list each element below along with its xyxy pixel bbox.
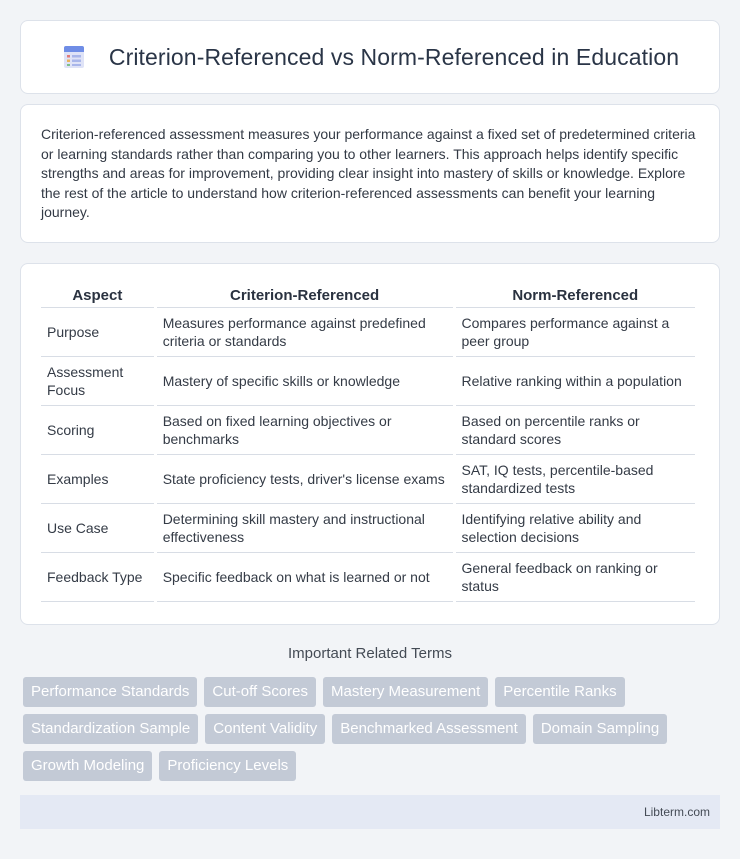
table-row bbox=[41, 308, 695, 357]
cell-norm: Relative ranking within a population bbox=[456, 357, 696, 406]
table-row bbox=[41, 504, 695, 553]
tag-content-validity[interactable]: Content Validity bbox=[205, 714, 325, 744]
table-row bbox=[41, 553, 695, 602]
footer-site-link[interactable]: Libterm.com bbox=[643, 805, 710, 819]
page-title: Criterion-Referenced vs Norm-Referenced in Education bbox=[108, 43, 680, 70]
cell-criterion: State proficiency tests, driver's license exams bbox=[157, 455, 453, 504]
cell-norm: Based on percentile ranks or standard scores bbox=[456, 406, 696, 455]
cell-aspect: Purpose bbox=[41, 308, 154, 357]
column-header-aspect: Aspect bbox=[41, 286, 154, 308]
tag-domain-sampling[interactable]: Domain Sampling bbox=[533, 714, 667, 744]
column-header-norm: Norm-Referenced bbox=[456, 286, 696, 308]
comparison-table bbox=[38, 286, 698, 602]
tag-growth-modeling[interactable]: Growth Modeling bbox=[23, 751, 152, 781]
tag-cut-off-scores[interactable]: Cut-off Scores bbox=[204, 677, 316, 707]
cell-criterion: Based on fixed learning objectives or benchmarks bbox=[157, 406, 453, 455]
header-card bbox=[20, 20, 720, 94]
document-icon bbox=[61, 44, 87, 70]
footer bbox=[20, 795, 720, 829]
tag-mastery-measurement[interactable]: Mastery Measurement bbox=[323, 677, 488, 707]
tag-proficiency-levels[interactable]: Proficiency Levels bbox=[159, 751, 296, 781]
cell-criterion: Measures performance against predefined criteria or standards bbox=[157, 308, 453, 357]
related-terms-list bbox=[23, 677, 723, 781]
cell-norm: Identifying relative ability and selection decisions bbox=[456, 504, 696, 553]
table-header-row bbox=[41, 286, 695, 308]
cell-norm: SAT, IQ tests, percentile-based standardized tests bbox=[456, 455, 696, 504]
cell-aspect: Use Case bbox=[41, 504, 154, 553]
cell-aspect: Examples bbox=[41, 455, 154, 504]
cell-aspect: Scoring bbox=[41, 406, 154, 455]
cell-aspect: Feedback Type bbox=[41, 553, 154, 602]
intro-paragraph: Criterion-referenced assessment measures your performance against a fixed set of predetermined criteria or learning standards rather than comparing you to other learners. This approach helps identify specific strengths and areas for improvement, providing clear insight into mastery of skills or knowledge. Explore the rest of the article to understand how criterion-referenced assessments can benefit your learning journey. bbox=[41, 126, 696, 221]
intro-card bbox=[20, 104, 720, 243]
header bbox=[21, 21, 719, 93]
cell-criterion: Specific feedback on what is learned or not bbox=[157, 553, 453, 602]
tag-standardization-sample[interactable]: Standardization Sample bbox=[23, 714, 198, 744]
table-row bbox=[41, 455, 695, 504]
table-row bbox=[41, 406, 695, 455]
table-row bbox=[41, 357, 695, 406]
tag-percentile-ranks[interactable]: Percentile Ranks bbox=[495, 677, 624, 707]
cell-norm: General feedback on ranking or status bbox=[456, 553, 696, 602]
cell-criterion: Determining skill mastery and instructional effectiveness bbox=[157, 504, 453, 553]
comparison-card bbox=[20, 263, 720, 625]
tag-performance-standards[interactable]: Performance Standards bbox=[23, 677, 197, 707]
cell-aspect: Assessment Focus bbox=[41, 357, 154, 406]
column-header-criterion: Criterion-Referenced bbox=[157, 286, 453, 308]
cell-criterion: Mastery of specific skills or knowledge bbox=[157, 357, 453, 406]
cell-norm: Compares performance against a peer group bbox=[456, 308, 696, 357]
tag-benchmarked-assessment[interactable]: Benchmarked Assessment bbox=[332, 714, 526, 744]
related-terms-heading: Important Related Terms bbox=[288, 645, 452, 662]
